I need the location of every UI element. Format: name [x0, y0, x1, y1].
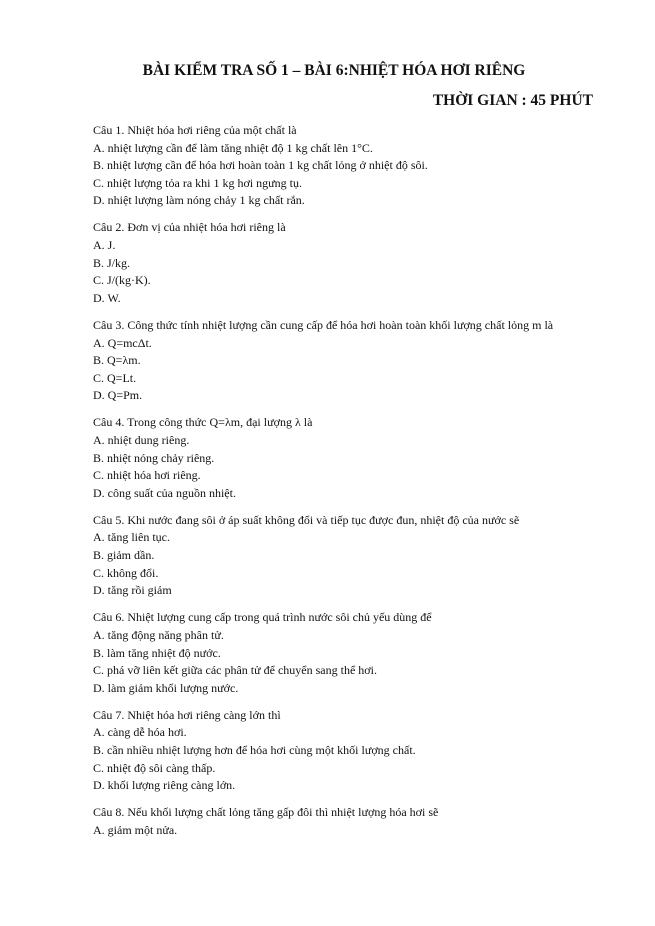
option-a: A. J.: [93, 238, 116, 253]
option-a: A. giảm một nửa.: [93, 822, 178, 837]
option-d: D. tăng rồi giảm: [93, 583, 172, 598]
question-1: [93, 122, 595, 210]
option-b: B. cần nhiều nhiệt lượng hơn để hóa hơi cùng một khối lượng chất.: [93, 743, 416, 757]
question-4: [93, 414, 595, 502]
question-text: Câu 4. Trong công thức Q=λm, đại lượng λ là: [93, 415, 313, 430]
option-a: A. càng dễ hóa hơi.: [93, 725, 187, 740]
question-text: Câu 1. Nhiệt hóa hơi riêng của một chất là: [93, 123, 297, 137]
option-a: A. tăng động năng phân tử.: [93, 627, 224, 642]
question-text: Câu 3. Công thức tính nhiệt lượng cần cung cấp để hóa hơi hoàn toàn khối lượng chất lỏng m là: [93, 317, 554, 332]
option-b: B. J/kg.: [93, 255, 131, 270]
question-7: [93, 707, 595, 795]
option-c: C. phá vỡ liên kết giữa các phân tử để chuyển sang thể hơi.: [93, 663, 377, 678]
question-2: [93, 219, 595, 307]
option-c: C. J/(kg·K).: [93, 273, 151, 288]
option-b: B. nhiệt lượng cần để hóa hơi hoàn toàn 1 kg chất lỏng ở nhiệt độ sôi.: [93, 158, 428, 173]
option-a: A. Q=mcΔt.: [93, 335, 152, 350]
question-3: [93, 317, 595, 405]
option-d: D. khối lượng riêng càng lớn.: [93, 778, 236, 793]
question-list: [93, 122, 595, 839]
option-a: A. tăng liên tục.: [93, 530, 170, 545]
option-a: A. nhiệt lượng cần để làm tăng nhiệt độ 1 kg chất lên 1°C.: [93, 140, 373, 155]
option-d: D. nhiệt lượng làm nóng chảy 1 kg chất rắn.: [93, 193, 305, 208]
option-b: B. Q=λm.: [93, 353, 141, 368]
question-text: Câu 5. Khi nước đang sôi ở áp suất không đổi và tiếp tục được đun, nhiệt độ của nước sẽ: [93, 512, 520, 527]
question-text: Câu 8. Nếu khối lượng chất lỏng tăng gấp đôi thì nhiệt lượng hóa hơi sẽ: [93, 805, 439, 820]
question-5: [93, 512, 595, 600]
option-d: D. Q=Pm.: [93, 388, 143, 403]
option-d: D. làm giảm khối lượng nước.: [93, 680, 239, 695]
option-d: D. công suất của nguồn nhiệt.: [93, 485, 236, 500]
option-a: A. nhiệt dung riêng.: [93, 433, 190, 447]
option-b: B. giảm dần.: [93, 548, 155, 563]
question-text: Câu 7. Nhiệt hóa hơi riêng càng lớn thì: [93, 707, 281, 722]
option-d: D. W.: [93, 290, 121, 305]
option-c: C. nhiệt lượng tỏa ra khi 1 kg hơi ngưng tụ.: [93, 175, 303, 190]
exam-duration: THỜI GIAN : 45 PHÚT: [432, 92, 593, 109]
document-title: BÀI KIỂM TRA SỐ 1 – BÀI 6:NHIỆT HÓA HƠI RIÊNG: [142, 62, 526, 79]
option-b: B. nhiệt nóng chảy riêng.: [93, 450, 215, 465]
option-c: C. nhiệt hóa hơi riêng.: [93, 468, 201, 483]
option-c: C. không đổi.: [93, 565, 159, 580]
question-text: Câu 2. Đơn vị của nhiệt hóa hơi riêng là: [93, 220, 286, 235]
option-b: B. làm tăng nhiệt độ nước.: [93, 645, 221, 660]
question-8: [93, 804, 595, 839]
question-text: Câu 6. Nhiệt lượng cung cấp trong quá trình nước sôi chủ yếu dùng để: [93, 610, 432, 625]
option-c: C. Q=Lt.: [93, 370, 137, 385]
question-6: [93, 609, 595, 697]
option-c: C. nhiệt độ sôi càng thấp.: [93, 760, 216, 775]
